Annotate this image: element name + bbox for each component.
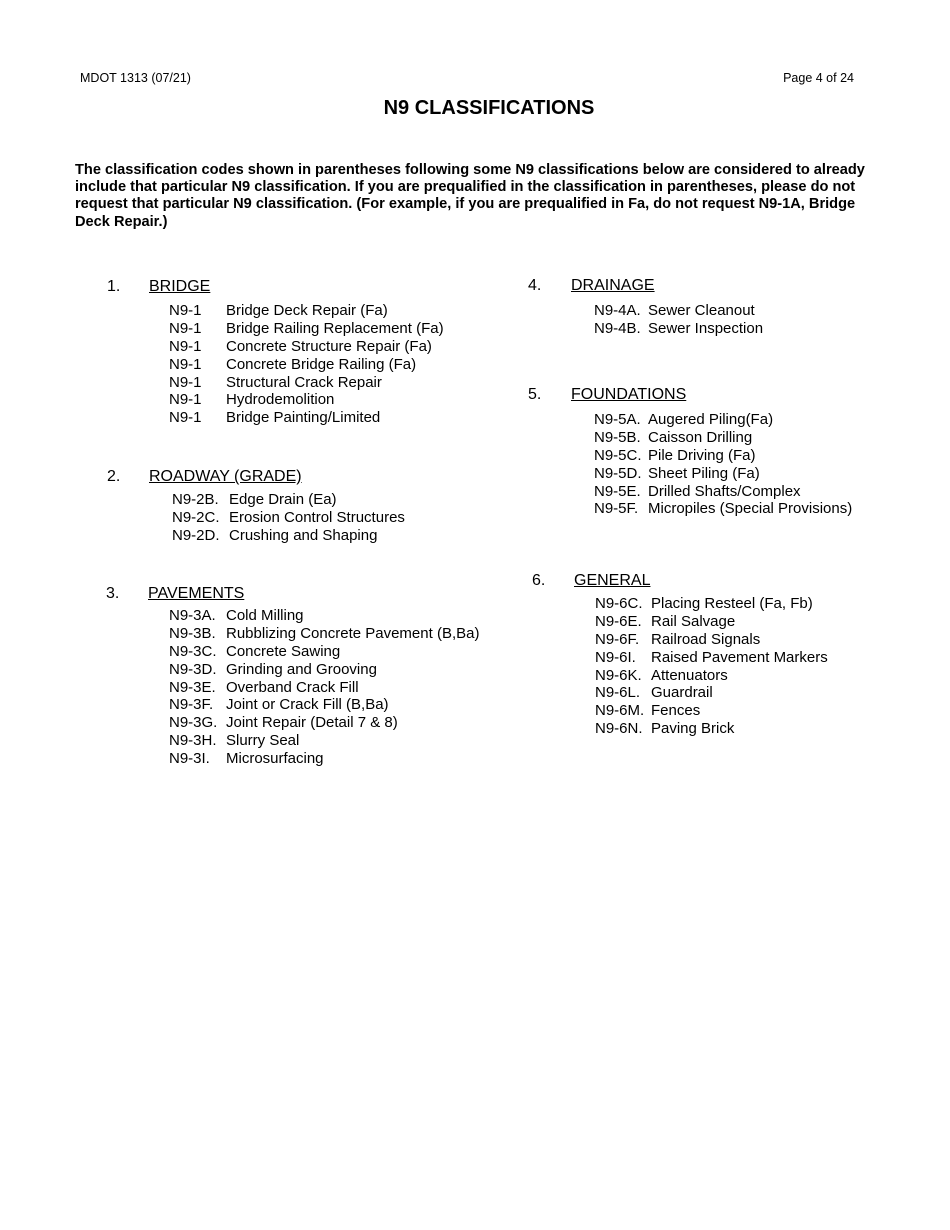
item-label: Guardrail — [651, 684, 713, 702]
item-code: N9-3E. — [169, 678, 216, 696]
item-code: N9-1 — [169, 409, 202, 427]
item-code: N9-5D. — [594, 464, 642, 482]
item-label: Structural Crack Repair — [226, 373, 382, 391]
item-label: Joint or Crack Fill (B,Ba) — [226, 696, 389, 714]
item-code: N9-3H. — [169, 732, 217, 750]
item-code: N9-3C. — [169, 642, 217, 660]
item-label: Bridge Deck Repair (Fa) — [226, 302, 388, 319]
section-pavements — [106, 585, 516, 768]
item-label: Sheet Piling (Fa) — [648, 464, 760, 482]
section-title: DRAINAGE — [571, 277, 655, 294]
item-code: N9-6N. — [595, 720, 643, 738]
item-label: Raised Pavement Markers — [651, 648, 828, 666]
item-label: Concrete Structure Repair (Fa) — [226, 337, 432, 355]
item-code: N9-3A. — [169, 607, 216, 624]
item-code: N9-6M. — [595, 702, 645, 720]
item-code: N9-5C. — [594, 446, 642, 464]
item-code: N9-5A. — [594, 411, 641, 428]
item-label: Erosion Control Structures — [229, 508, 405, 526]
item-label: Cold Milling — [226, 607, 304, 624]
section-general — [532, 572, 922, 738]
item-label: Hydrodemolition — [226, 391, 335, 409]
section-number: 5. — [528, 386, 542, 403]
item-code: N9-6E. — [595, 612, 642, 630]
item-label: Joint Repair (Detail 7 & 8) — [226, 714, 398, 732]
item-code: N9-1 — [169, 337, 202, 355]
section-title: GENERAL — [574, 572, 651, 589]
item-code: N9-6L. — [595, 684, 641, 702]
item-code: N9-2C. — [172, 508, 220, 526]
item-label: Placing Resteel (Fa, Fb) — [651, 595, 813, 612]
section-title: BRIDGE — [149, 278, 211, 295]
item-code: N9-6C. — [595, 595, 643, 612]
section-number: 4. — [528, 277, 542, 294]
item-label: Rubblizing Concrete Pavement (B,Ba) — [226, 624, 480, 642]
item-label: Augered Piling(Fa) — [648, 411, 774, 428]
item-code: N9-4B. — [594, 319, 641, 337]
item-code: N9-4A. — [594, 302, 641, 319]
item-code: N9-1 — [169, 373, 202, 391]
item-code: N9-5B. — [594, 428, 641, 446]
form-id: MDOT 1313 (07/21) — [80, 71, 191, 85]
section-foundations — [528, 386, 928, 518]
item-label: Concrete Bridge Railing (Fa) — [226, 355, 417, 373]
item-label: Sewer Cleanout — [648, 302, 755, 319]
item-code: N9-3B. — [169, 624, 216, 642]
section-drainage — [528, 277, 908, 337]
section-number: 2. — [107, 468, 121, 485]
item-code: N9-1 — [169, 302, 202, 319]
item-label: Sewer Inspection — [648, 319, 764, 337]
item-label: Grinding and Grooving — [226, 660, 377, 678]
item-label: Slurry Seal — [226, 732, 300, 750]
item-code: N9-3D. — [169, 660, 217, 678]
section-number: 6. — [532, 572, 546, 589]
item-label: Micropiles (Special Provisions) — [648, 500, 853, 518]
item-label: Bridge Railing Replacement (Fa) — [226, 319, 444, 337]
item-label: Rail Salvage — [651, 612, 736, 630]
section-bridge — [107, 278, 507, 427]
section-title: PAVEMENTS — [148, 585, 245, 602]
section-roadway — [107, 468, 507, 544]
intro-paragraph: The classification codes shown in parentheses following some N9 classifications below are considered to already include that particular N9 classification. If you are prequalified in the classification in parentheses, please do not request that particular N9 classification. (For example, if you are prequalified in Fa, do not request N9-1A, Bridge Deck Repair.) — [75, 162, 865, 230]
section-title: FOUNDATIONS — [571, 386, 687, 403]
item-code: N9-1 — [169, 355, 202, 373]
item-code: N9-3I. — [169, 750, 210, 768]
item-code: N9-1 — [169, 319, 202, 337]
item-label: Crushing and Shaping — [229, 526, 378, 544]
item-code: N9-1 — [169, 391, 202, 409]
item-code: N9-2D. — [172, 526, 220, 544]
item-label: Attenuators — [651, 666, 728, 684]
item-code: N9-3F. — [169, 696, 214, 714]
item-code: N9-6I. — [595, 648, 636, 666]
item-label: Fences — [651, 702, 701, 720]
item-code: N9-5F. — [594, 500, 639, 518]
item-label: Pile Driving (Fa) — [648, 446, 756, 464]
item-code: N9-2B. — [172, 491, 219, 508]
section-number: 3. — [106, 585, 120, 602]
item-code: N9-6F. — [595, 630, 640, 648]
item-label: Edge Drain (Ea) — [229, 491, 337, 508]
section-title: ROADWAY (GRADE) — [149, 468, 302, 485]
section-number: 1. — [107, 278, 121, 295]
item-label: Drilled Shafts/Complex — [648, 482, 801, 500]
item-label: Concrete Sawing — [226, 642, 341, 660]
page-number: Page 4 of 24 — [783, 71, 854, 85]
item-label: Microsurfacing — [226, 750, 324, 768]
item-label: Railroad Signals — [651, 630, 761, 648]
item-label: Bridge Painting/Limited — [226, 409, 381, 427]
item-label: Overband Crack Fill — [226, 678, 359, 696]
item-code: N9-5E. — [594, 482, 641, 500]
item-code: N9-6K. — [595, 666, 642, 684]
item-label: Paving Brick — [651, 720, 735, 738]
item-label: Caisson Drilling — [648, 428, 753, 446]
item-code: N9-3G. — [169, 714, 218, 732]
page-title: N9 CLASSIFICATIONS — [383, 97, 595, 119]
